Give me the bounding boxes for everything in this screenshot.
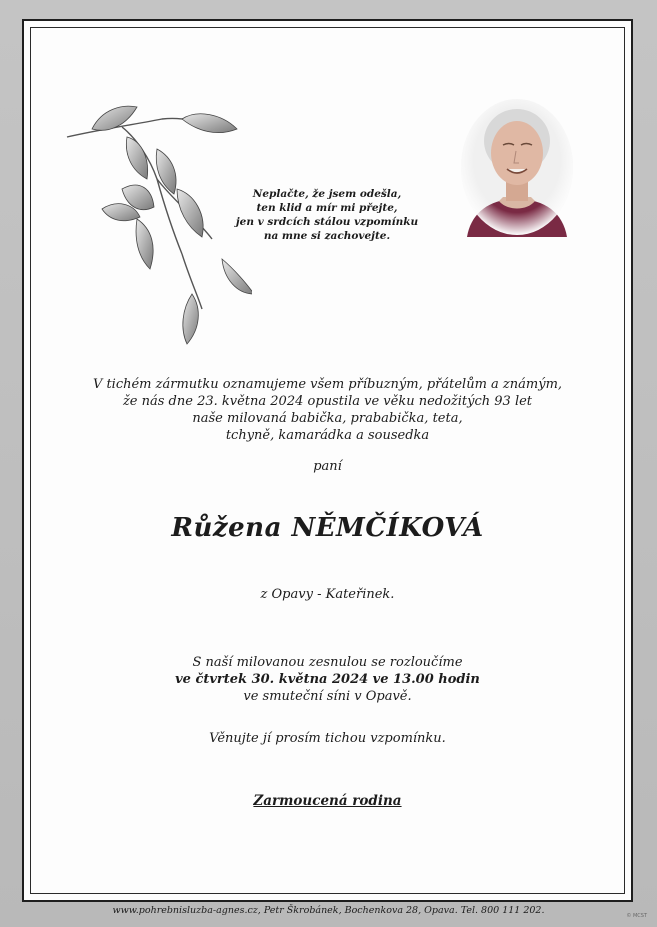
leaf-1 — [92, 106, 137, 130]
announcement-line: že nás dne 23. května 2024 opustila ve věku nedožitých 93 let — [122, 394, 533, 409]
announcement-line: naše milovaná babička, prababička, teta, — [192, 411, 463, 426]
poem-line: jen v srdcích stálou vzpomínku — [235, 216, 419, 228]
footer-contact: www.pohrebnisluzba-agnes.cz, Petr Škrobánek, Bochenkova 28, Opava. Tel. 800 111 202. — [112, 905, 545, 916]
portrait-photo — [459, 95, 575, 237]
leaf-7 — [136, 219, 153, 269]
poem-line: ten klid a mír mi přejte, — [256, 202, 398, 214]
announcement-line: tchyně, kamarádka a sousedka — [225, 428, 430, 443]
farewell-info — [22, 654, 633, 705]
origin-text: z Opavy - Kateřinek. — [260, 587, 395, 602]
poem-line: na mne si zachovejte. — [263, 230, 391, 242]
obituary-card — [22, 19, 633, 902]
farewell-place: ve smuteční síni v Opavě. — [243, 689, 412, 704]
leaf-9 — [183, 294, 198, 344]
poem-line: Neplačte, že jsem odešla, — [252, 188, 402, 200]
farewell-line: S naší milovanou zesnulou se rozloučíme — [192, 655, 463, 670]
honorific: paní — [313, 459, 342, 474]
leaf-6 — [177, 189, 203, 237]
farewell-date: ve čtvrtek 30. května 2024 ve 13.00 hodin — [175, 672, 480, 687]
poem — [232, 187, 422, 243]
leaf-branch-image — [62, 79, 252, 349]
announcement-text — [22, 376, 633, 444]
request-text: Věnujte jí prosím tichou vzpomínku. — [209, 731, 446, 746]
signature: Zarmoucená rodina — [253, 793, 402, 809]
deceased-name: Růžena NĚMČÍKOVÁ — [171, 513, 484, 543]
copyright-mark: © MCST — [626, 913, 647, 919]
leaf-2 — [182, 114, 237, 133]
leaf-3 — [126, 137, 147, 179]
announcement-line: V tichém zármutku oznamujeme všem příbuzným, přátelům a známým, — [92, 377, 563, 392]
leaf-8 — [222, 259, 252, 294]
